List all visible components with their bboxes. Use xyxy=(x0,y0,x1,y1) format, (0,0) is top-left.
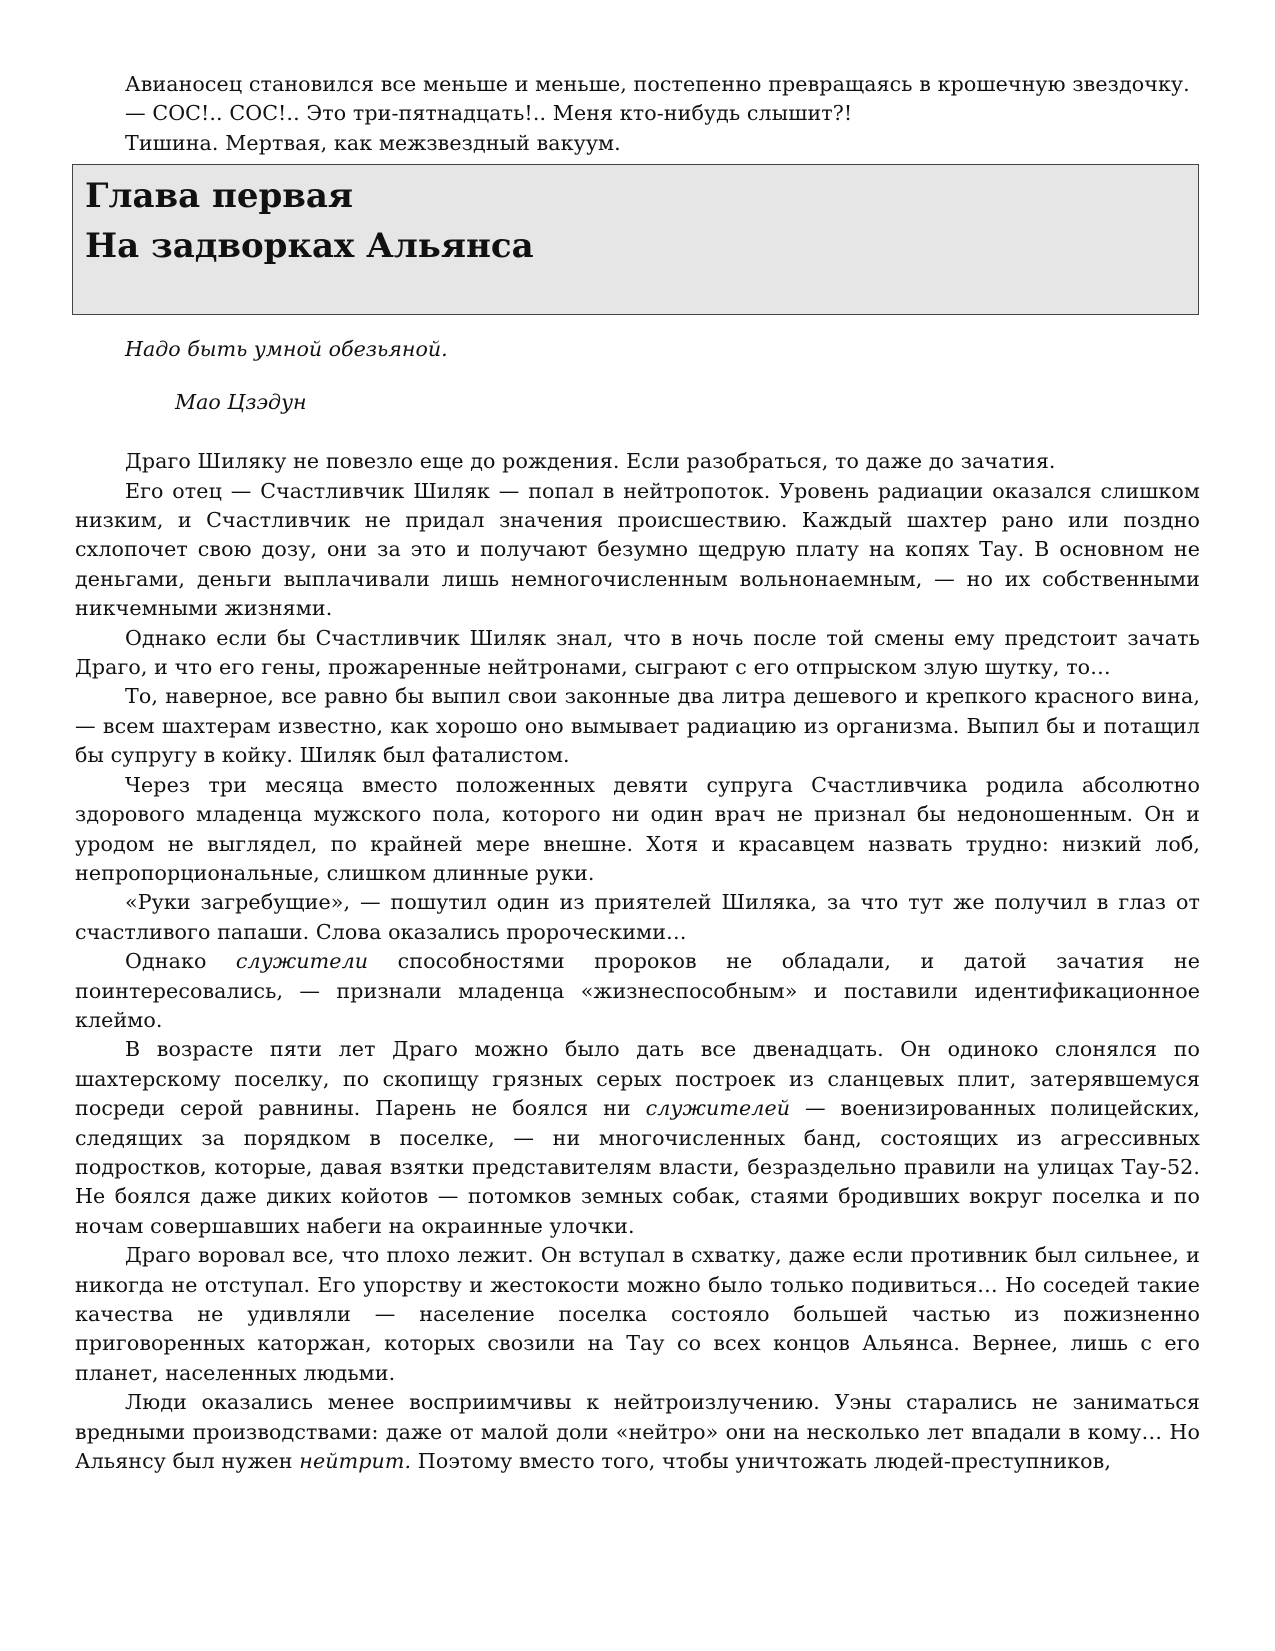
paragraph-10 xyxy=(75,1388,1200,1476)
paragraph-4: То, наверное, все равно бы выпил свои законные два литра дешевого и крепкого красного вина, — всем шахтерам известно, как хорошо оно вымывает радиацию из организма. Выпил бы и потащил бы супругу в койку. Шиляк был фаталистом. xyxy=(75,684,1200,768)
paragraph-6: «Руки загребущие», — пошутил один из приятелей Шиляка, за что тут же получил в глаз от счастливого папаши. Слова оказались пророческими… xyxy=(75,890,1200,944)
paragraph-5: Через три месяца вместо положенных девяти супруга Счастливчика родила абсолютно здорового младенца мужского пола, которого ни один врач не признал бы недоношенным. Он и уродом не выглядел, по крайней мере внешне. Хотя и красавцем назвать трудно: низкий лоб, непропорциональные, слишком длинные руки. xyxy=(75,772,1200,885)
paragraph-10-emphasis: нейтрит. xyxy=(299,1449,412,1474)
paragraph-3: Однако если бы Счастливчик Шиляк знал, что в ночь после той смены ему предстоит зачать Драго, и что его гены, прожаренные нейтронами, сыграют с его отпрыском злую шутку, то… xyxy=(75,625,1200,680)
chapter-title: На задворках Альянса xyxy=(85,226,534,267)
paragraph-7-emphasis: служители xyxy=(235,949,369,974)
paragraph-7-text-b: способностями пророков не обладали, и датой зачатия не поинтересовались, — признали младенца «жизнеспособным» и поставили идентификационное клеймо. xyxy=(75,949,1200,1032)
chapter-number: Глава первая xyxy=(85,176,354,217)
paragraph-8 xyxy=(75,1035,1200,1241)
paragraph-10-text-a: Люди оказались менее восприимчивы к нейтроизлучению. Уэны старались не заниматься вредными производствами: даже от малой доли «нейтро» они на несколько лет впадали в кому… Но Альянсу был нужен xyxy=(75,1390,1200,1474)
chapter-heading-box xyxy=(72,164,1199,315)
intro-paragraph-3: Тишина. Мертвая, как межзвездный вакуум. xyxy=(125,130,621,155)
paragraph-7-text-a: Однако xyxy=(125,949,236,974)
intro-section xyxy=(75,70,1200,158)
paragraph-9: Драго воровал все, что плохо лежит. Он вступал в схватку, даже если противник был сильнее, и никогда не отступал. Его упорству и жестокости можно было только подивиться… Но соседей такие качества не удивляли — население поселка состояло большей частью из пожизненно приговоренных каторжан, которых свозили на Тау со всех концов Альянса. Вернее, лишь с его планет, населенных людьми. xyxy=(75,1243,1200,1385)
paragraph-10-text-b: Поэтому вместо того, чтобы уничтожать людей-преступников, xyxy=(411,1449,1111,1474)
paragraph-8-text-a: В возрасте пяти лет Драго можно было дать все двенадцать. Он одиноко слонялся по шахтерскому поселку, по скопищу грязных серых построек из сланцевых плит, затерявшемуся посреди серой равнины. Парень не боялся ни xyxy=(75,1037,1200,1121)
paragraph-1: Драго Шиляку не повезло еще до рождения. Если разобраться, то даже до зачатия. xyxy=(125,449,1056,474)
intro-paragraph-2: — СОС!.. СОС!.. Это три-пятнадцать!.. Меня кто-нибудь слышит?! xyxy=(125,101,853,126)
paragraph-8-text-b: — военизированных полицейских, следящих за порядком в поселке, — ни многочисленных банд, состоящих из агрессивных подростков, которые, давая взятки представителям власти, безраздельно правили на улицах Тау-52. Не боялся даже диких койотов — потомков земных собак, стаями бродивших вокруг поселка и по ночам совершавших набеги на окраинные улочки. xyxy=(75,1096,1201,1238)
epigraph-author: Мао Цзэдун xyxy=(175,390,307,415)
paragraph-2: Его отец — Счастливчик Шиляк — попал в нейтропоток. Уровень радиации оказался слишком низким, и Счастливчик не придал значения происшествию. Каждый шахтер рано или поздно схлопочет свою дозу, они за это и получают безумно щедрую плату на копях Тау. В основном не деньгами, деньги выплачивали лишь немногочисленным вольнонаемным, — но их собственными никчемными жизнями. xyxy=(75,478,1200,621)
paragraph-8-emphasis: служителей xyxy=(645,1096,791,1121)
epigraph-quote: Надо быть умной обезьяной. xyxy=(125,337,448,362)
chapter-body xyxy=(75,447,1200,1476)
paragraph-7 xyxy=(75,947,1200,1035)
book-page xyxy=(75,70,1200,1476)
intro-paragraph-1: Авианосец становился все меньше и меньше, постепенно превращаясь в крошечную звездочку. xyxy=(125,72,1190,96)
